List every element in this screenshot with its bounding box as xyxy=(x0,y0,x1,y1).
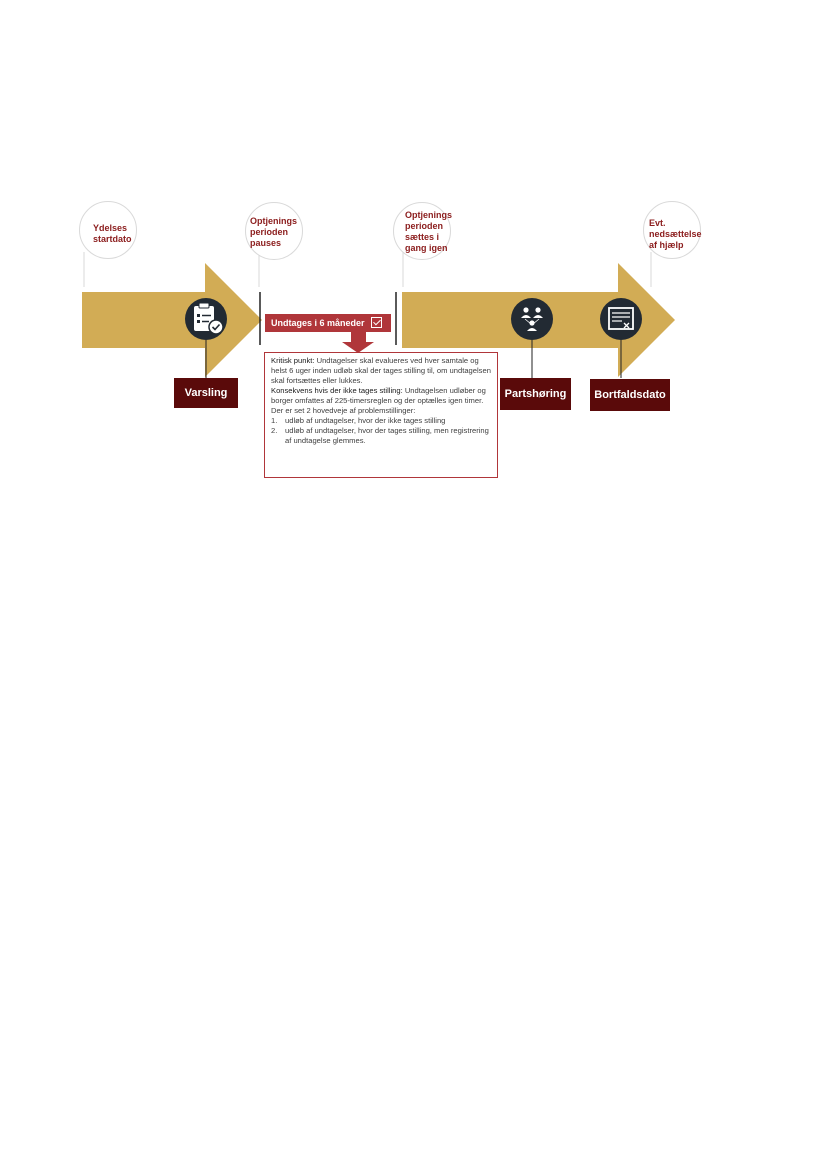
note-consequence-label: Konsekvens hvis der ikke tages stilling: xyxy=(271,386,403,395)
note-list-text: udløb af undtagelser, hvor der tages stilling, men registrering af undtagelse glemmes. xyxy=(285,426,489,445)
note-list-item xyxy=(271,426,491,446)
note-critical-label: Kritisk punkt: xyxy=(271,356,315,365)
milestone-label-pauses: Optjenings perioden pauses xyxy=(250,216,297,248)
exemption-banner xyxy=(265,314,391,332)
note-critical xyxy=(271,356,491,386)
note-list xyxy=(271,416,491,446)
step-label-bortfaldsdato: Bortfaldsdato xyxy=(590,379,670,411)
step-label-varsling: Varsling xyxy=(174,378,238,408)
note-list-item xyxy=(271,416,491,426)
clipboard-check-icon xyxy=(185,298,227,340)
note-consequence xyxy=(271,386,491,406)
timeline-arrow-left xyxy=(82,263,262,377)
checkbox-icon xyxy=(371,317,382,328)
step-label-partshoering: Partshøring xyxy=(500,378,571,410)
milestone-label-nedsaettelse: Evt. nedsættelse af hjælp xyxy=(649,218,702,250)
note-list-text: udløb af undtagelser, hvor der ikke tages stilling xyxy=(285,416,446,425)
note-list-number: 1. xyxy=(271,416,278,425)
note-critical-text: Undtagelser skal evalueres ved hver samtale og helst 6 uger inden udløb skal der tages stilling til, om undtagelsen skal fortsættes eller lukkes. xyxy=(271,356,491,385)
banner-label: Undtages i 6 måneder xyxy=(271,318,365,328)
document-cancel-icon xyxy=(600,298,642,340)
note-consequence-text: Undtagelsen udløber og borger omfattes af 225-timersreglen og der optælles igen timer. xyxy=(271,386,486,405)
note-intro: Der er set 2 hovedveje af problemstillinger: xyxy=(271,406,416,415)
people-meeting-icon xyxy=(511,298,553,340)
banner-down-arrow xyxy=(342,332,374,353)
note-list-number: 2. xyxy=(271,426,278,435)
critical-point-note xyxy=(264,352,498,478)
milestone-label-startdato: Ydelses startdato xyxy=(93,223,132,244)
milestone-label-igen: Optjenings perioden sættes i gang igen xyxy=(405,210,452,253)
